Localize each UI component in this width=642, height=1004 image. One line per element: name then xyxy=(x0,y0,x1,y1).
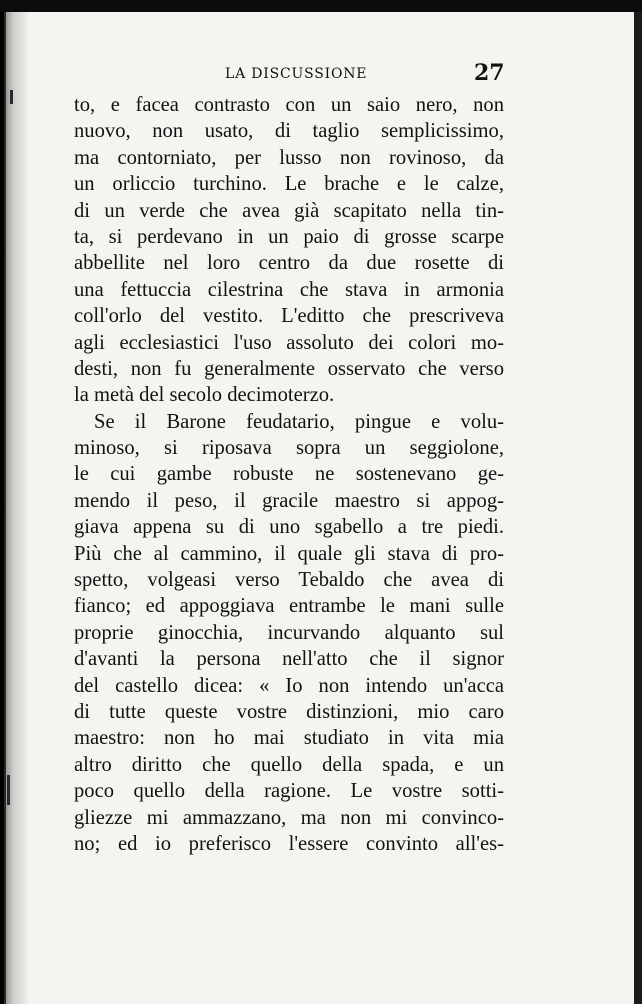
ink-speck xyxy=(10,90,13,104)
text-line: abbellite nel loro centro da due rosette di xyxy=(74,252,504,275)
text-line: la metà del secolo decimoterzo. xyxy=(74,384,335,407)
binding-shadow xyxy=(6,12,28,1004)
scan-right-edge xyxy=(634,12,642,1004)
text-line: d'avanti la persona nell'atto che il signor xyxy=(74,648,504,671)
text-line: agli ecclesiastici l'uso assoluto dei colori mo- xyxy=(74,331,504,354)
text-line: spetto, volgeasi verso Tebaldo che avea di xyxy=(74,569,504,592)
text-line: le cui gambe robuste ne sostenevano ge- xyxy=(74,463,504,486)
text-line: nuovo, non usato, di taglio semplicissimo, xyxy=(74,120,504,143)
text-line: del castello dicea: « Io non intendo un'acca xyxy=(74,674,504,697)
text-line: un orliccio turchino. Le brache e le calze, xyxy=(74,173,504,196)
text-line: di tutte queste vostre distinzioni, mio caro xyxy=(74,700,504,723)
text-line: Se il Barone feudatario, pingue e volu- xyxy=(94,410,504,433)
text-line: Più che al cammino, il quale gli stava di pro- xyxy=(74,542,504,565)
text-line: di un verde che avea già scapitato nella tin- xyxy=(74,199,504,222)
text-line: coll'orlo del vestito. L'editto che prescriveva xyxy=(74,305,504,328)
scan-top-edge xyxy=(0,0,642,12)
text-line: to, e facea contrasto con un saio nero, non xyxy=(74,94,504,116)
text-line: gliezze mi ammazzano, ma non mi convinco- xyxy=(74,806,504,829)
running-title: LA DISCUSSIONE xyxy=(225,66,368,82)
text-line: desti, non fu generalmente osservato che verso xyxy=(74,357,504,380)
text-line: una fettuccia cilestrina che stava in armonia xyxy=(74,278,504,301)
text-line: no; ed io preferisco l'essere convinto all'es- xyxy=(74,832,504,855)
running-head xyxy=(0,56,642,86)
text-line: poco quello della ragione. Le vostre sotti- xyxy=(74,780,504,803)
body-text xyxy=(74,92,504,857)
text-line: maestro: non ho mai studiato in vita mia xyxy=(74,727,504,750)
text-line: minoso, si riposava sopra un seggiolone, xyxy=(74,437,504,460)
text-line: mendo il peso, il gracile maestro si appog- xyxy=(74,489,504,512)
ink-speck xyxy=(7,775,10,805)
text-line: altro diritto che quello della spada, e un xyxy=(74,753,504,776)
text-line: proprie ginocchia, incurvando alquanto sul xyxy=(74,621,504,644)
text-line: ta, si perdevano in un paio di grosse scarpe xyxy=(74,225,504,248)
text-line: fianco; ed appoggiava entrambe le mani sulle xyxy=(74,595,504,618)
page-number: 27 xyxy=(474,60,505,86)
text-line: giava appena su di uno sgabello a tre piedi. xyxy=(74,516,504,539)
text-line: ma contorniato, per lusso non rovinoso, da xyxy=(74,146,504,169)
